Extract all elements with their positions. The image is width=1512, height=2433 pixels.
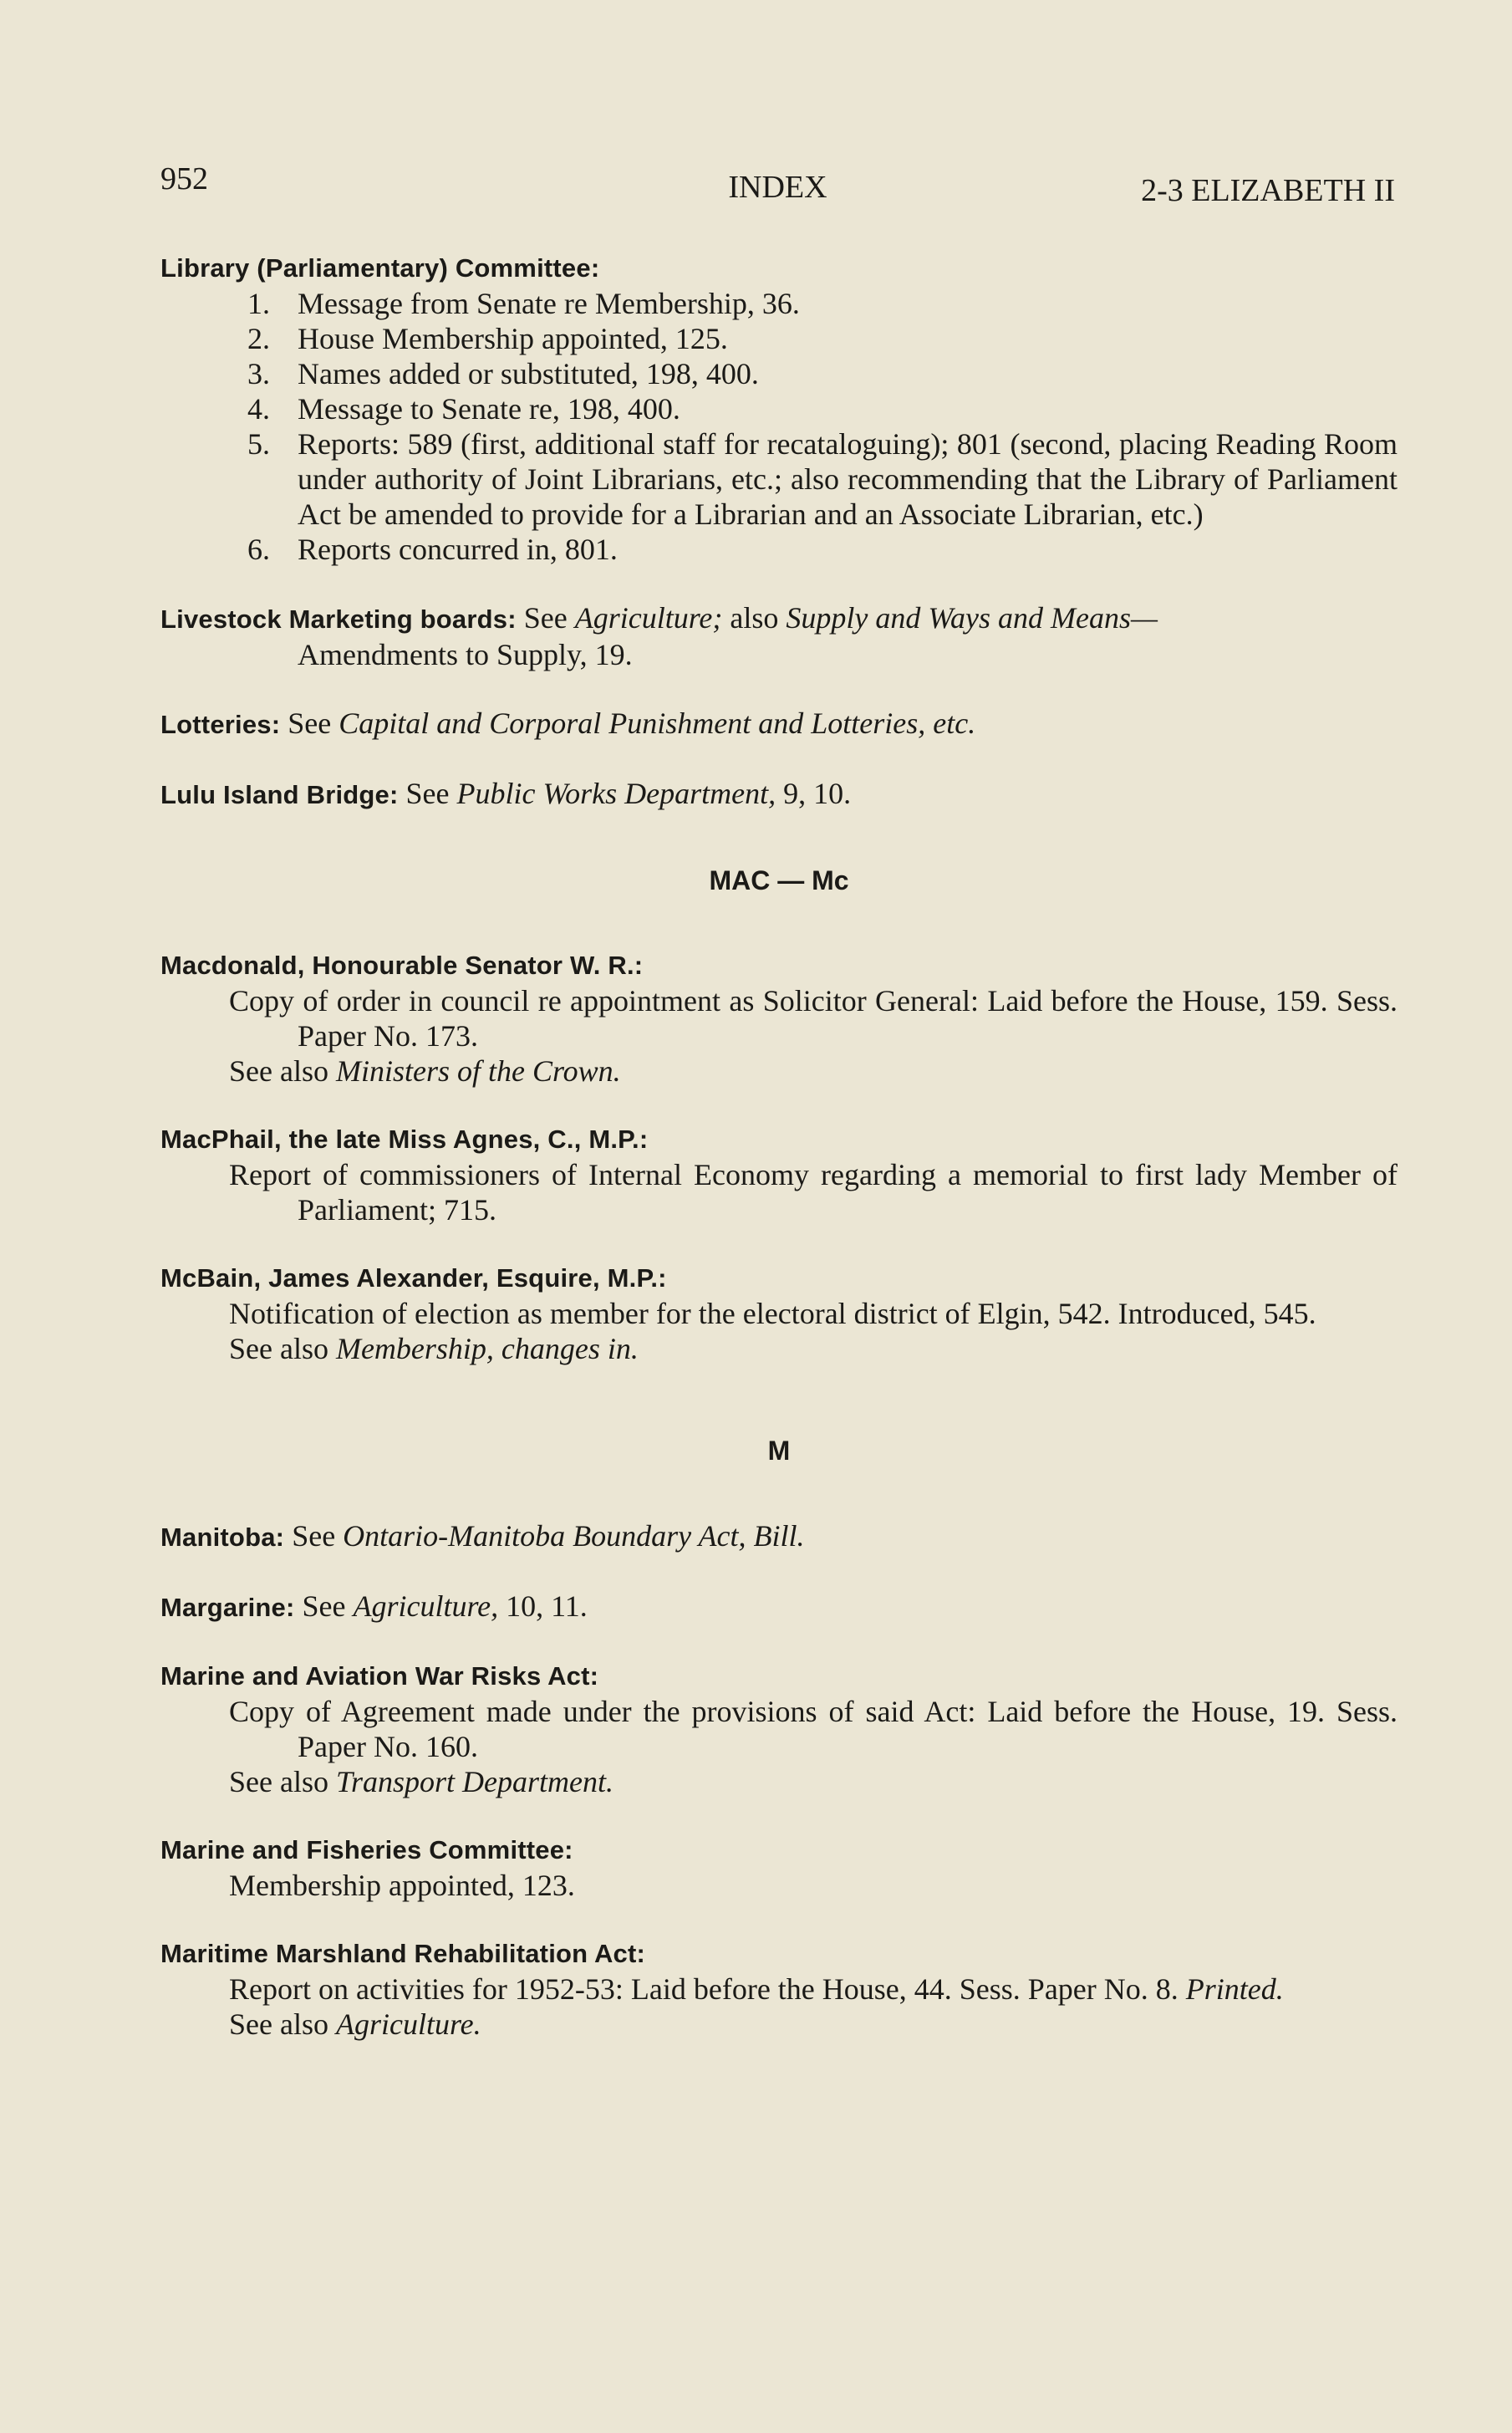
entry-heading: Macdonald, Honourable Senator W. R.: xyxy=(160,951,644,980)
cross-reference: Ministers of the Crown. xyxy=(335,1054,621,1088)
entry-maritime-marshland: Maritime Marshland Rehabilitation Act: Report on activities for 1952-53: Laid before the House, 44. Sess. Paper No. 8. Printed. See also Agriculture. xyxy=(160,1936,1397,2042)
cross-reference: Agriculture; xyxy=(574,601,723,635)
entry-livestock: Livestock Marketing boards: See Agriculture; also Supply and Ways and Means— Amendments to Supply, 19. xyxy=(160,601,1158,671)
entry-heading: Library (Parliamentary) Committee: xyxy=(160,253,600,283)
entry-heading: Marine and Aviation War Risks Act: xyxy=(160,1661,599,1691)
entry-heading: Lotteries: xyxy=(160,710,281,739)
section-heading-mac: MAC — Mc xyxy=(709,865,849,895)
cross-reference: Ontario-Manitoba Boundary Act, Bill. xyxy=(343,1519,805,1553)
section-heading-m: M xyxy=(767,1436,791,1466)
entry-heading: McBain, James Alexander, Esquire, M.P.: xyxy=(160,1263,667,1293)
index-content xyxy=(160,251,1397,2075)
cross-reference: Agriculture, xyxy=(353,1589,499,1623)
entry-lotteries: Lotteries: See Capital and Corporal Punishment and Lotteries, etc. xyxy=(160,706,976,740)
running-header xyxy=(160,161,1395,211)
cross-reference: Transport Department. xyxy=(335,1765,614,1798)
entry-macphail: MacPhail, the late Miss Agnes, C., M.P.: Report of commissioners of Internal Economy regarding a memorial to first lady Member of Parliament; 715. xyxy=(160,1122,1397,1227)
list-item: 4. Message to Senate re, 198, 400. xyxy=(247,392,680,426)
entry-manitoba: Manitoba: See Ontario-Manitoba Boundary Act, Bill. xyxy=(160,1519,805,1553)
entry-heading: Maritime Marshland Rehabilitation Act: xyxy=(160,1939,646,1968)
entry-mcbain: McBain, James Alexander, Esquire, M.P.: Notification of election as member for the electoral district of Elgin, 542. Introduced, 545. See also Membership, changes in. xyxy=(160,1261,1397,1366)
entry-marine-aviation: Marine and Aviation War Risks Act: Copy of Agreement made under the provisions of said Act: Laid before the House, 19. Sess. Paper No. 160. See also Transport Department. xyxy=(160,1659,1397,1799)
entry-heading: Manitoba: xyxy=(160,1523,285,1552)
header-title: INDEX xyxy=(728,170,827,205)
page-number: 952 xyxy=(160,161,208,196)
cross-reference: Membership, changes in. xyxy=(335,1332,639,1365)
entry-library-committee xyxy=(160,251,1397,567)
entry-heading: Livestock Marketing boards: xyxy=(160,604,517,634)
list-item: 5. Reports: 589 (first, additional staff for recataloguing); 801 (second, placing Reading Room under authority of Joint Librarians, etc.; also recommending that the Library of Parliament Act be amended to provide for a Librarian and an Associate Librarian, etc.) xyxy=(247,427,1397,531)
entry-heading: Lulu Island Bridge: xyxy=(160,780,399,809)
list-item: 6. Reports concurred in, 801. xyxy=(247,533,618,566)
cross-reference: Capital and Corporal Punishment and Lotteries, etc. xyxy=(339,706,976,740)
cross-reference: Agriculture. xyxy=(335,2007,481,2041)
entry-marine-fisheries: Marine and Fisheries Committee: Membership appointed, 123. xyxy=(160,1833,1397,1903)
cross-reference: Supply and Ways and Means— xyxy=(786,601,1158,635)
entry-heading: Marine and Fisheries Committee: xyxy=(160,1835,573,1864)
entry-heading: Margarine: xyxy=(160,1593,295,1622)
entry-lulu-island: Lulu Island Bridge: See Public Works Department, 9, 10. xyxy=(160,777,852,810)
list-item: 1. Message from Senate re Membership, 36. xyxy=(247,287,800,320)
entry-heading: MacPhail, the late Miss Agnes, C., M.P.: xyxy=(160,1125,649,1154)
list-item: 3. Names added or substituted, 198, 400. xyxy=(247,357,759,390)
list-item: 2. House Membership appointed, 125. xyxy=(247,322,728,355)
entry-margarine: Margarine: See Agriculture, 10, 11. xyxy=(160,1589,588,1623)
entry-macdonald: Macdonald, Honourable Senator W. R.: Copy of order in council re appointment as Solicitor General: Laid before the House, 159. Sess. Paper No. 173. See also Ministers of the Crown. xyxy=(160,948,1397,1089)
cross-reference: Public Works Department, xyxy=(456,777,776,810)
header-volume: 2-3 ELIZABETH II xyxy=(1141,173,1395,208)
